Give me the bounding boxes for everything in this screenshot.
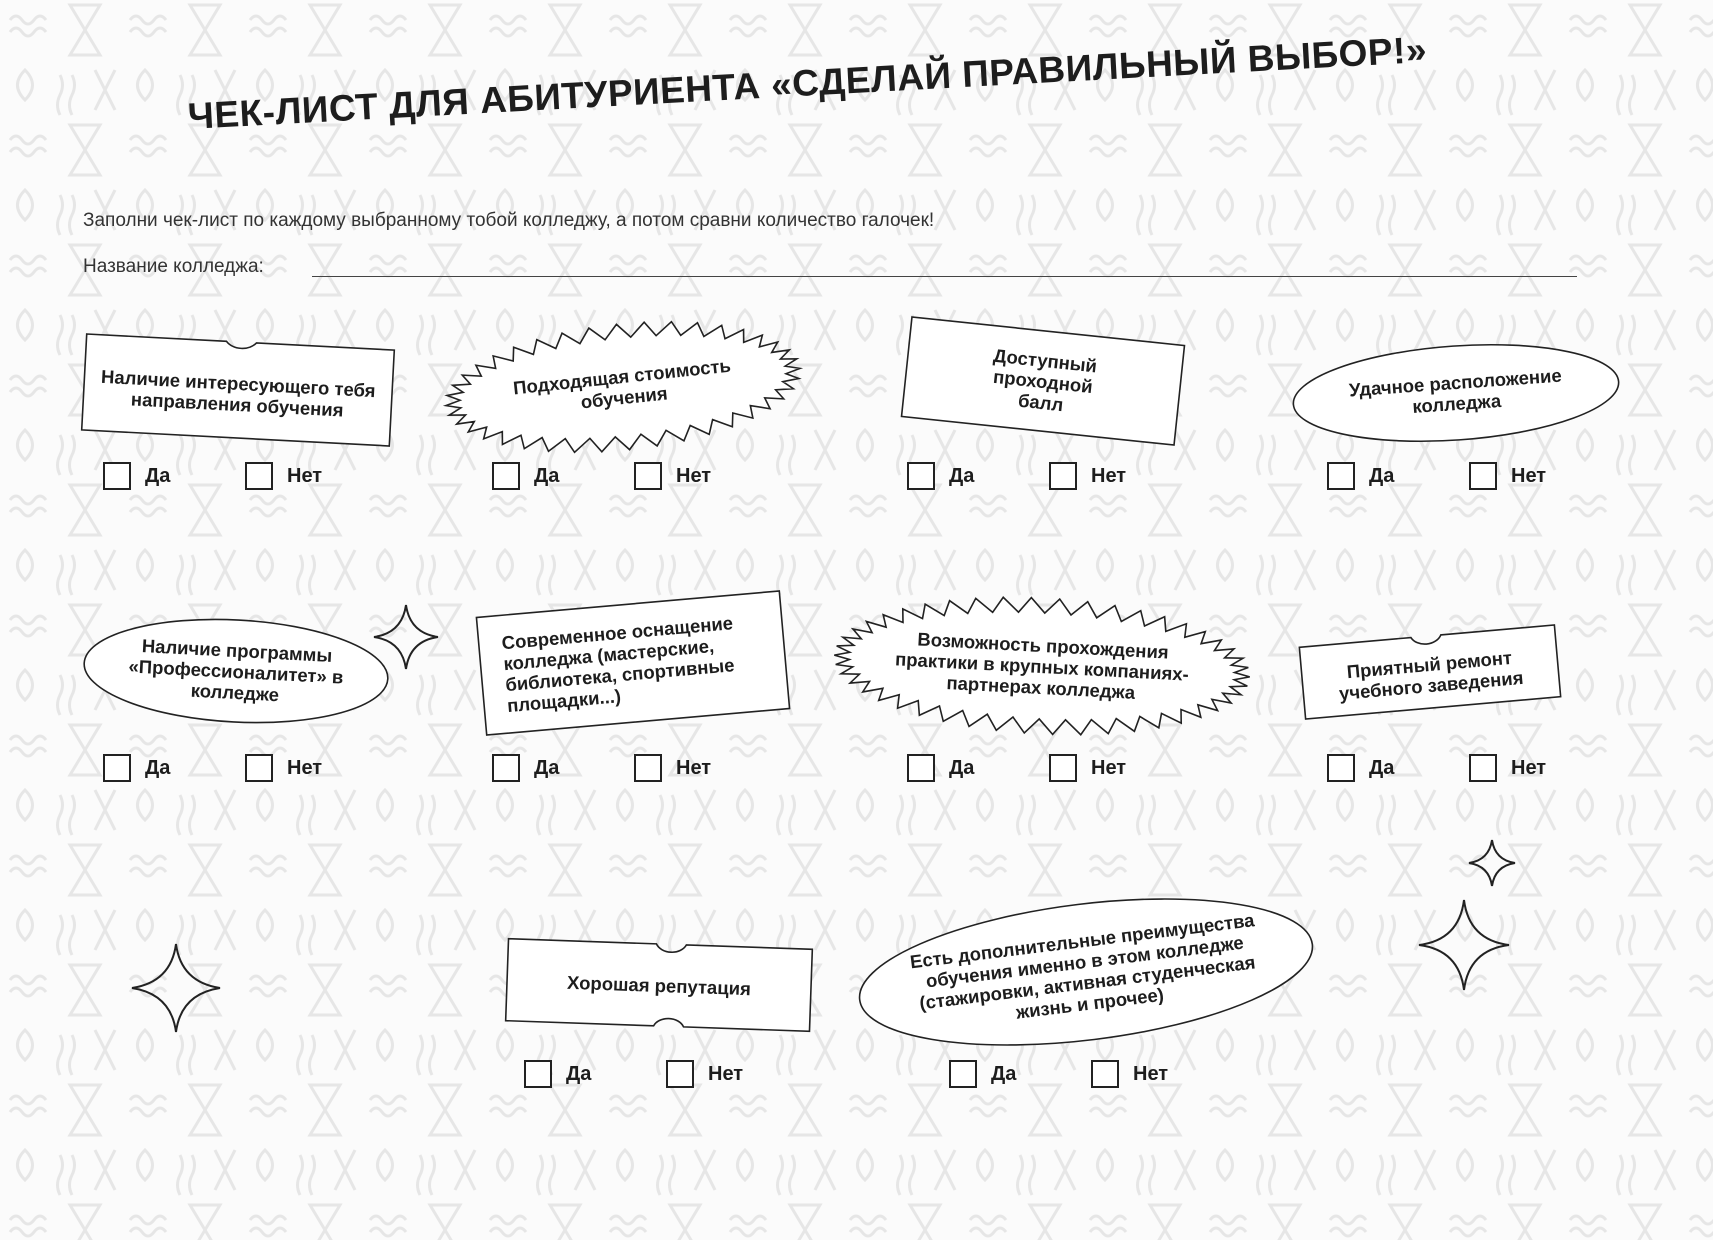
no-label: Нет xyxy=(287,464,323,487)
rect-label xyxy=(900,316,1185,446)
no-option[interactable] xyxy=(634,462,711,490)
checkbox[interactable] xyxy=(1327,754,1355,782)
page-title: ЧЕК-ЛИСТ ДЛЯ АБИТУРИЕНТА «СДЕЛАЙ ПРАВИЛЬНЫЙ ВЫБОР!» xyxy=(186,28,1428,137)
yes-option[interactable] xyxy=(492,754,559,782)
yes-option[interactable] xyxy=(907,754,974,782)
checkbox[interactable] xyxy=(907,754,935,782)
criterion-card xyxy=(480,603,786,723)
no-option[interactable] xyxy=(1091,1060,1168,1088)
checkbox[interactable] xyxy=(1327,462,1355,490)
starburst-label xyxy=(829,585,1256,747)
criterion-text: Возможность прохождения практики в крупных компаниях-партнерах колледжа xyxy=(894,627,1190,703)
no-label: Нет xyxy=(1091,756,1127,779)
no-option[interactable] xyxy=(245,462,322,490)
checkbox[interactable] xyxy=(103,462,131,490)
ticket-label xyxy=(1297,623,1563,721)
no-label: Нет xyxy=(676,464,712,487)
college-name-label: Название колледжа: xyxy=(83,256,264,277)
checkbox[interactable] xyxy=(1049,754,1077,782)
yes-label: Да xyxy=(991,1062,1017,1085)
criterion-text: Наличие интересующего тебя направления обучения xyxy=(100,365,377,421)
checkbox[interactable] xyxy=(1469,754,1497,782)
checkbox[interactable] xyxy=(1469,462,1497,490)
checkbox[interactable] xyxy=(907,462,935,490)
ellipse-label xyxy=(849,874,1323,1069)
criterion-card xyxy=(443,322,803,452)
checkbox[interactable] xyxy=(634,462,662,490)
checkbox[interactable] xyxy=(103,754,131,782)
checkbox[interactable] xyxy=(1049,462,1077,490)
checkbox[interactable] xyxy=(666,1060,694,1088)
criterion-card xyxy=(82,340,394,440)
yes-label: Да xyxy=(949,464,975,487)
yes-label: Да xyxy=(534,464,560,487)
no-label: Нет xyxy=(1133,1062,1169,1085)
yes-label: Да xyxy=(566,1062,592,1085)
checkbox[interactable] xyxy=(492,754,520,782)
ellipse-label xyxy=(79,610,392,732)
checkbox[interactable] xyxy=(949,1060,977,1088)
yes-option[interactable] xyxy=(103,754,170,782)
sparkle-icon xyxy=(130,942,222,1034)
criterion-card xyxy=(1300,634,1560,710)
yes-option[interactable] xyxy=(949,1060,1016,1088)
ellipse-label xyxy=(1288,333,1624,454)
yes-label: Да xyxy=(145,464,171,487)
sparkle-icon xyxy=(1417,898,1511,992)
criterion-text: Удачное расположение колледжа xyxy=(1348,364,1563,418)
no-label: Нет xyxy=(287,756,323,779)
yes-label: Да xyxy=(145,756,171,779)
no-label: Нет xyxy=(1511,756,1547,779)
no-label: Нет xyxy=(708,1062,744,1085)
no-option[interactable] xyxy=(1469,754,1546,782)
criterion-text: Подходящая стоимость обучения xyxy=(512,354,732,413)
yes-label: Да xyxy=(1369,756,1395,779)
yes-label: Да xyxy=(1369,464,1395,487)
criterion-card xyxy=(82,618,390,724)
yes-option[interactable] xyxy=(1327,754,1394,782)
yes-option[interactable] xyxy=(492,462,559,490)
no-option[interactable] xyxy=(245,754,322,782)
no-label: Нет xyxy=(1091,464,1127,487)
yes-option[interactable] xyxy=(103,462,170,490)
checkbox[interactable] xyxy=(492,462,520,490)
criterion-text: Современное оснащение колледжа (мастерские, библиотека, спортивные площадки...) xyxy=(500,612,736,717)
checkbox[interactable] xyxy=(245,462,273,490)
rect-label xyxy=(475,590,790,736)
criterion-text: Приятный ремонт учебного заведения xyxy=(1338,646,1525,704)
criterion-card xyxy=(905,330,1181,432)
no-option[interactable] xyxy=(634,754,711,782)
yes-label: Да xyxy=(534,756,560,779)
checkbox[interactable] xyxy=(1091,1060,1119,1088)
criterion-text: Хорошая репутация xyxy=(566,971,752,999)
checkbox[interactable] xyxy=(524,1060,552,1088)
no-option[interactable] xyxy=(666,1060,743,1088)
yes-option[interactable] xyxy=(907,462,974,490)
yes-label: Да xyxy=(949,756,975,779)
ticket-label xyxy=(504,937,815,1034)
instruction-text: Заполни чек-лист по каждому выбранному тобой колледжу, а потом сравни количество галочек! xyxy=(83,210,935,231)
no-option[interactable] xyxy=(1049,754,1126,782)
ticket-label xyxy=(80,332,397,448)
criterion-card xyxy=(832,596,1252,736)
no-label: Нет xyxy=(676,756,712,779)
college-name-field[interactable] xyxy=(312,276,1577,277)
criterion-card xyxy=(856,902,1316,1042)
criterion-text: Доступный проходной балл xyxy=(992,344,1099,415)
starburst-label xyxy=(437,304,809,471)
criterion-card xyxy=(1291,344,1621,442)
no-option[interactable] xyxy=(1049,462,1126,490)
criterion-text: Есть дополнительные преимущества обучения именно в этом колледже (стажировки, активная студенческая жизнь и прочее) xyxy=(908,909,1257,1023)
criterion-text: Наличие программы «Профессионалитет» в колледже xyxy=(128,634,344,705)
sparkle-icon xyxy=(1467,838,1517,888)
criterion-card xyxy=(505,942,813,1028)
checkbox[interactable] xyxy=(634,754,662,782)
no-label: Нет xyxy=(1511,464,1547,487)
yes-option[interactable] xyxy=(524,1060,591,1088)
checkbox[interactable] xyxy=(245,754,273,782)
yes-option[interactable] xyxy=(1327,462,1394,490)
no-option[interactable] xyxy=(1469,462,1546,490)
